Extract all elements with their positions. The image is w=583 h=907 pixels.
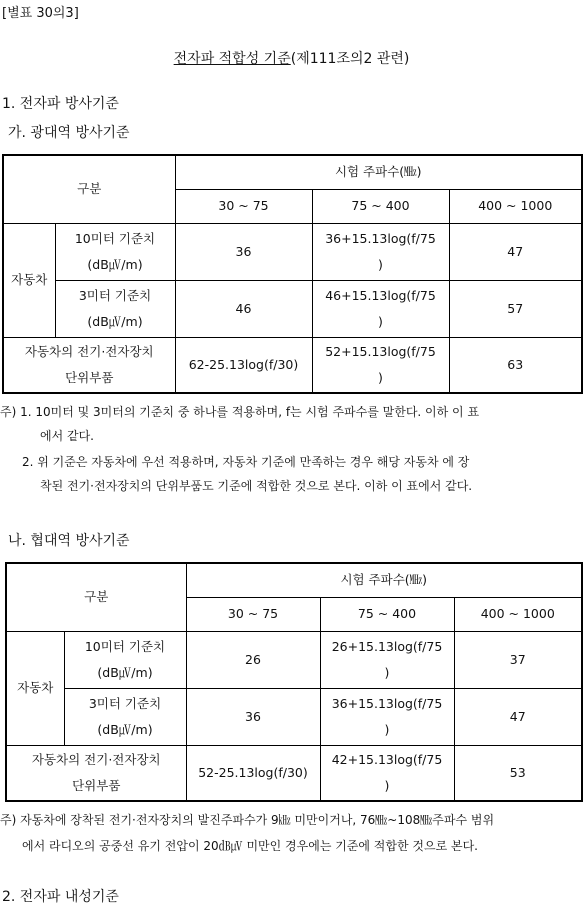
row-unit-text: (dB㎶/m) xyxy=(97,721,153,737)
narrowband-table xyxy=(5,562,583,802)
formula-line: 46+15.13log(f/75 xyxy=(325,287,436,303)
cell-value: 63 xyxy=(449,337,582,393)
cell-value: 26 xyxy=(186,631,320,688)
note-a-2: 에서 같다. xyxy=(40,429,94,443)
component-label xyxy=(6,745,186,801)
row-label-text: 3미터 기준치 xyxy=(78,287,152,303)
cell-formula xyxy=(320,631,454,688)
header-frequency: 시험 주파수(㎒) xyxy=(175,155,582,189)
cell-formula xyxy=(312,337,449,393)
document-title xyxy=(0,48,583,68)
row-unit-text: (dB㎶/m) xyxy=(87,313,143,329)
sub-b-heading: 나. 협대역 방사기준 xyxy=(8,533,130,549)
row-label-text: 10미터 기준치 xyxy=(84,638,166,654)
row-label-text: 3미터 기준치 xyxy=(88,695,162,711)
formula-line: ) xyxy=(384,721,390,737)
note-a-1: 주) 1. 10미터 및 3미터의 기준치 중 하나를 적용하며, f는 시험 주파수를 말한다. 이하 이 표 xyxy=(0,405,480,419)
formula-line: ) xyxy=(378,369,383,385)
cell-value: 37 xyxy=(454,631,582,688)
formula-line: 42+15.13log(f/75 xyxy=(331,751,443,767)
formula-line: 36+15.13log(f/75 xyxy=(325,230,436,246)
row-unit-text: (dB㎶/m) xyxy=(87,256,143,272)
range-3: 400 ~ 1000 xyxy=(449,189,582,223)
row-unit-text: (dB㎶/m) xyxy=(97,664,153,680)
cell-value: 36 xyxy=(186,688,320,745)
range-1: 30 ~ 75 xyxy=(175,189,312,223)
formula-line: ) xyxy=(384,777,390,793)
range-2: 75 ~ 400 xyxy=(320,597,454,631)
component-line: 단위부품 xyxy=(65,369,114,385)
component-line: 자동차의 전기·전자장치 xyxy=(24,343,154,359)
header-frequency: 시험 주파수(㎒) xyxy=(186,563,582,597)
row-10m-label xyxy=(64,631,186,688)
cell-value: 57 xyxy=(449,280,582,337)
cell-value: 47 xyxy=(454,688,582,745)
cell-formula xyxy=(312,223,449,280)
title-suffix: (제111조의2 관련) xyxy=(290,51,410,67)
row-3m-label xyxy=(55,280,175,337)
cell-formula: 52-25.13log(f/30) xyxy=(186,745,320,801)
section2-heading: 2. 전자파 내성기준 xyxy=(2,889,119,905)
cell-value: 53 xyxy=(454,745,582,801)
formula-line: ) xyxy=(378,256,383,272)
formula-line: ) xyxy=(384,664,390,680)
header-category: 구분 xyxy=(3,155,175,223)
vehicle-label: 자동차 xyxy=(3,223,55,337)
range-2: 75 ~ 400 xyxy=(312,189,449,223)
range-1: 30 ~ 75 xyxy=(186,597,320,631)
cell-formula xyxy=(320,745,454,801)
formula-line: 52+15.13log(f/75 xyxy=(325,343,436,359)
formula-line: 36+15.13log(f/75 xyxy=(331,695,443,711)
note-b-2: 에서 라디오의 공중선 유기 전압이 20㏈㎶ 미만인 경우에는 기준에 적합한 것으로 본다. xyxy=(22,839,478,853)
formula-line: ) xyxy=(378,313,383,329)
cell-value: 36 xyxy=(175,223,312,280)
header-category: 구분 xyxy=(6,563,186,631)
component-line: 자동차의 전기·전자장치 xyxy=(31,751,161,767)
cell-formula: 62-25.13log(f/30) xyxy=(175,337,312,393)
vehicle-label: 자동차 xyxy=(6,631,64,745)
title-main: 전자파 적합성 기준 xyxy=(173,51,291,67)
row-label-text: 10미터 기준치 xyxy=(74,230,156,246)
component-label xyxy=(3,337,175,393)
note-b-1: 주) 자동차에 장착된 전기·전자장치의 발진주파수가 9㎑ 미만이거나, 76㎒~108㎒주파수 범위 xyxy=(0,813,495,827)
broadband-table xyxy=(2,154,583,394)
sub-a-heading: 가. 광대역 방사기준 xyxy=(8,125,130,141)
row-10m-label xyxy=(55,223,175,280)
section1-heading: 1. 전자파 방사기준 xyxy=(2,96,119,112)
cell-value: 46 xyxy=(175,280,312,337)
annex-label: [별표 30의3] xyxy=(2,6,79,21)
row-3m-label xyxy=(64,688,186,745)
cell-formula xyxy=(312,280,449,337)
component-line: 단위부품 xyxy=(72,777,121,793)
note-a-3: 2. 위 기준은 자동차에 우선 적용하며, 자동차 기준에 만족하는 경우 해당 자동차 에 장 xyxy=(22,455,470,469)
note-a-4: 착된 전기·전자장치의 단위부품도 기준에 적합한 것으로 본다. 이하 이 표에서 같다. xyxy=(40,479,473,493)
cell-value: 47 xyxy=(449,223,582,280)
range-3: 400 ~ 1000 xyxy=(454,597,582,631)
formula-line: 26+15.13log(f/75 xyxy=(331,638,443,654)
cell-formula xyxy=(320,688,454,745)
